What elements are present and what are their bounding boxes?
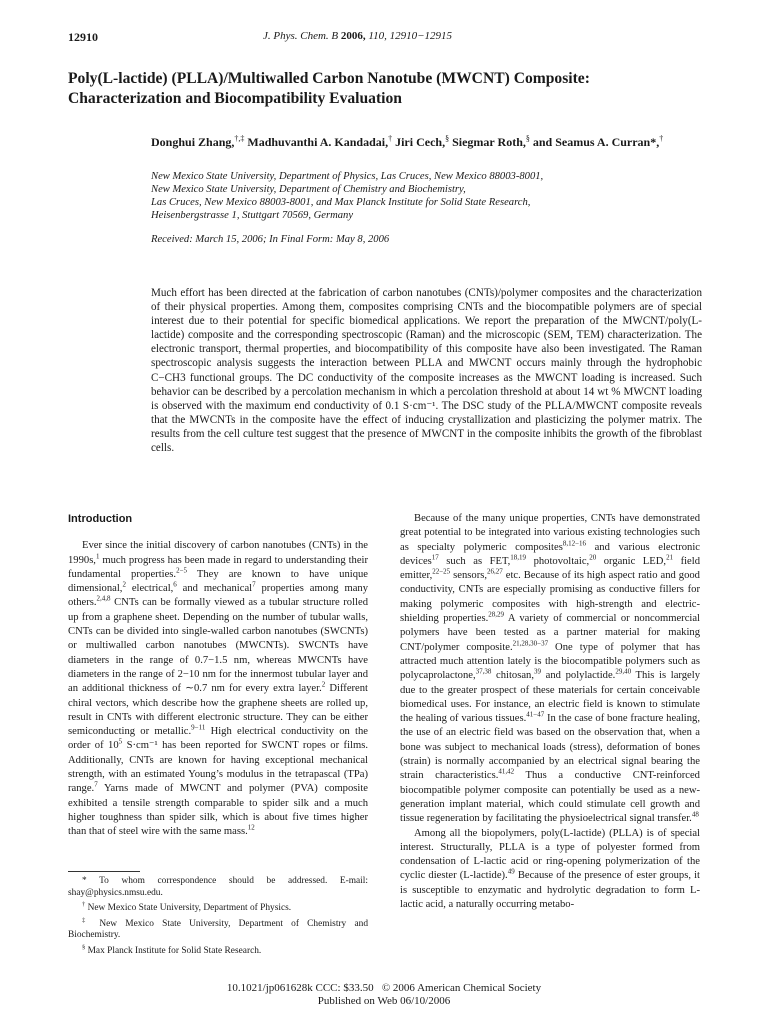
citation-ref: 41,42 — [498, 767, 515, 776]
footnote-section-mark — [68, 942, 368, 958]
author-2: Madhuvanthi A. Kandadai, — [244, 135, 389, 149]
page-header — [68, 30, 700, 46]
intro-paragraph-2: Because of the many unique properties, CNTs have demonstrated great potential to be integrated into various existing technologies such as specialty polymeric composites$^{8,12-16}$ and various electronic devices$^{17}$ such as FET,$^{18,19}$ photovoltaic,$^{20}$ organic LED,$^{21}$ field emitter,$^{22-25}$ sensors,$^{26,27}$ etc. Because of its high aspect ratio and good conductivity, CNTs are especially promising as conductive fillers for making polymeric composites with high-strength and electric-shielding properties.$^{28,29}$ A variety of commercial or noncommercial polymers have been tested as a partner material for making CNT/polymer composite.$^{21,28,30-37}$ One type of polymer that has attracted much attention lately is the biocompatible polymers such as polycaprolactone,$^{37,38}$ chitosan,$^{39}$ and polylactide.$^{29,40}$ This is largely due to the greater prospect of these materials for certain conceivable biomedical uses. For instance, an electric field is known to stimulate the healing of various tissues.$^{41-47}$ In the case of bone fracture healing, the use of an electric field was based on the observation that, when a bone was subject to mechanical loads (stress), deformation of bones (strain) is normally accompanied by an electrical signal bearing the strain characteristics.$^{41,42}$ Thus a conductive CNT-reinforced biocompatible polymer composite can potentially be used as a new-generation implant material, which could stimulate cell growth and tissue regeneration by facilitating the physioelectrical signal transfer.$^{48}$ — [400, 513, 701, 825]
footnote-text: Max Planck Institute for Solid State Research. — [85, 945, 262, 956]
citation-ref: 12 — [247, 823, 255, 832]
affiliation-line-1: New Mexico State University, Department of Physics, Las Cruces, New Mexico 88003-8001, — [151, 171, 544, 182]
received-dates: Received: March 15, 2006; In Final Form: May 8, 2006 — [151, 234, 390, 245]
page-number: 12910 — [68, 30, 98, 44]
citation-ref: 39 — [533, 667, 541, 676]
author-1-marks: †,‡ — [234, 134, 245, 143]
affiliation-line-4: Heisenbergstrasse 1, Stuttgart 70569, Germany — [151, 210, 354, 221]
footnote-text: New Mexico State University, Department of Chemistry and Biochemistry. — [68, 918, 369, 941]
footnote-dagger — [68, 899, 368, 915]
affiliation-line-2: New Mexico State University, Department of Chemistry and Biochemistry, — [151, 184, 466, 195]
intro-paragraph-3: Among all the biopolymers, poly(L-lactide) (PLLA) is of special interest. Structurally, PLLA is a type of polyester formed from condensation of L-lactic acid or ring-opening polymerization of the cyclic diester (L-lactide).$^{49}$ Because of the presence of ester groups, it is susceptible to enzymatic and hydrolytic degradation to form L-lactic acid, a naturally occurring metabo- — [400, 827, 701, 911]
citation-ref: 2 — [321, 680, 326, 689]
author-1: Donghui Zhang, — [151, 135, 235, 149]
citation-ref: 41−47 — [526, 710, 545, 719]
citation-ref: 6 — [173, 580, 177, 589]
title-line-2: Characterization and Biocompatibility Evaluation — [68, 90, 402, 107]
footnotes — [68, 876, 368, 957]
author-4: Siegmar Roth, — [449, 135, 526, 149]
paper-title — [68, 69, 708, 109]
footnote-mark: ‡ — [82, 916, 92, 924]
citation-ref: 9−11 — [191, 723, 206, 732]
affiliations — [151, 170, 671, 222]
citation-ref: 5 — [118, 737, 123, 746]
author-5: and Seamus A. Curran*, — [529, 135, 660, 149]
citation-ref: 1 — [95, 552, 100, 561]
intro-paragraph-1: Ever since the initial discovery of carbon nanotubes (CNTs) in the 1990s,$^1$ much progress has been made in regard to understanding their fundamental properties.$^{2-5}$ They are known to have unique dimensional,$^2$ electrical,$^6$ and mechanical$^7$ properties among many others.$^{2,4,8}$ CNTs can be formally viewed as a tubular structure rolled up from a graphene sheet. Depending on the number of tubular walls, CNTs can be divided into single-walled carbon nanotubes (SWCNTs) or multiwalled carbon nanotubes (MWCNTs). SWCNTs have diameters in the range of 0.7−1.5 nm, whereas MWCNTs have diameters in the range of 2−10 nm for the innermost tubular layer and an additional thickness of ∼0.7 nm for every extra layer.$^2$ Different chiral vectors, which describe how the graphene sheets are rolled up, result in CNTs with different electronic structure. They can be either semiconducting or metallic.$^{9-11}$ High electrical conductivity on the order of $10^5$ S·cm⁻¹ has been reported for SWCNT ropes or films. Additionally, CNTs are known for having exceptional mechanical strength, with an estimated Young’s modulus in the tetrapascal (TPa) range.$^7$ Yarns made of MWCNT and polymer (PVA) composite exhibited a tensile strength comparable to spider silk and a much higher toughness than spider silk, which is about five times higher than that of steel wire with the same mass.$^{12}$ — [68, 540, 369, 838]
journal-name: J. Phys. Chem. B — [263, 30, 339, 42]
doi-copyright: 10.1021/jp061628k CCC: $33.50 © 2006 American Chemical Society — [226, 982, 542, 994]
page-footer — [0, 982, 768, 1008]
citation-ref: 2−5 — [176, 566, 188, 575]
citation-ref: 18,19 — [510, 553, 527, 562]
citation-ref: 8,12−16 — [562, 539, 587, 548]
journal-volume: 110, — [368, 30, 387, 42]
journal-pages: 12910−12915 — [389, 30, 453, 42]
citation-ref: 21 — [666, 553, 674, 562]
citation-ref: 29,40 — [615, 667, 632, 676]
citation-ref: 22−25 — [432, 567, 451, 576]
publication-date: Published on Web 06/10/2006 — [317, 995, 451, 1007]
citation-ref: 48 — [691, 810, 699, 819]
citation-ref: 21,28,30−37 — [512, 639, 549, 648]
author-4-marks: § — [525, 134, 530, 143]
title-line-1: Poly(L-lactide) (PLLA)/Multiwalled Carbon Nanotube (MWCNT) Composite: — [68, 70, 590, 87]
citation-ref: 49 — [507, 867, 515, 876]
citation-ref: 17 — [431, 553, 439, 562]
right-column — [400, 512, 700, 912]
author-5-marks: † — [659, 134, 664, 143]
section-heading-introduction: Introduction — [68, 513, 133, 525]
citation-ref: 7 — [252, 580, 256, 589]
author-2-marks: † — [388, 134, 393, 143]
footnote-divider — [68, 871, 140, 872]
citation-ref: 2,4,8 — [96, 594, 111, 603]
citation-ref: 28,29 — [488, 610, 505, 619]
footnote-mark: § — [82, 943, 86, 951]
citation-ref: 2 — [122, 580, 126, 589]
author-3-marks: § — [445, 134, 450, 143]
author-list — [151, 130, 671, 151]
author-3: Jiri Cech, — [392, 135, 446, 149]
citation-ref: 7 — [94, 780, 98, 789]
citation-ref: 37,38 — [475, 667, 492, 676]
journal-reference — [263, 30, 452, 42]
footnote-mark: † — [82, 901, 86, 908]
footnote-text: New Mexico State University, Department of Physics. — [85, 903, 292, 914]
footnote-double-dagger — [68, 915, 368, 942]
affiliation-line-3: Las Cruces, New Mexico 88003-8001, and Max Planck Institute for Solid State Research, — [151, 197, 531, 208]
footnote-text: * To whom correspondence should be addressed. E-mail: shay@physics.nmsu.edu. — [68, 876, 368, 898]
abstract: Much effort has been directed at the fabrication of carbon nanotubes (CNTs)/polymer composites and the characterization of their physical properties. Among them, composites comprising CNTs and the biocompatible polymers are of special interest due to their potential for specific biomedical applications. We report the preparation of the MWCNT/poly(L-lactide) composite and the corresponding spectroscopic (Raman) and the microscopic (SEM, TEM) characterization. The electronic transport, thermal properties, and biocompatibility of this composite have also been investigated. The Raman spectroscopic analysis suggests the interaction between PLLA and MWCNT occurs mainly through the hydrophobic C−CH3 functional groups. The DC conductivity of the composite increases as the MWCNT loading is increased. Such behavior can be described by a percolation mechanism in which a percolation threshold at about 14 wt % MWCNT loading is observed with the maximum end conductivity of 0.1 S·cm⁻¹. The DSC study of the PLLA/MWCNT composite reveals that the MWCNTs in the composite have the effect of inducing crystallization and plasticizing the polymer matrix. The results from the cell culture test suggest that the presence of MWCNT in the composite inhibits the growth of the fibroblast cells. — [151, 287, 702, 455]
left-column — [68, 512, 368, 840]
footnote-correspondence — [68, 876, 368, 899]
journal-year: 2006, — [340, 30, 366, 42]
citation-ref: 20 — [589, 553, 597, 562]
citation-ref: 26,27 — [487, 567, 503, 576]
